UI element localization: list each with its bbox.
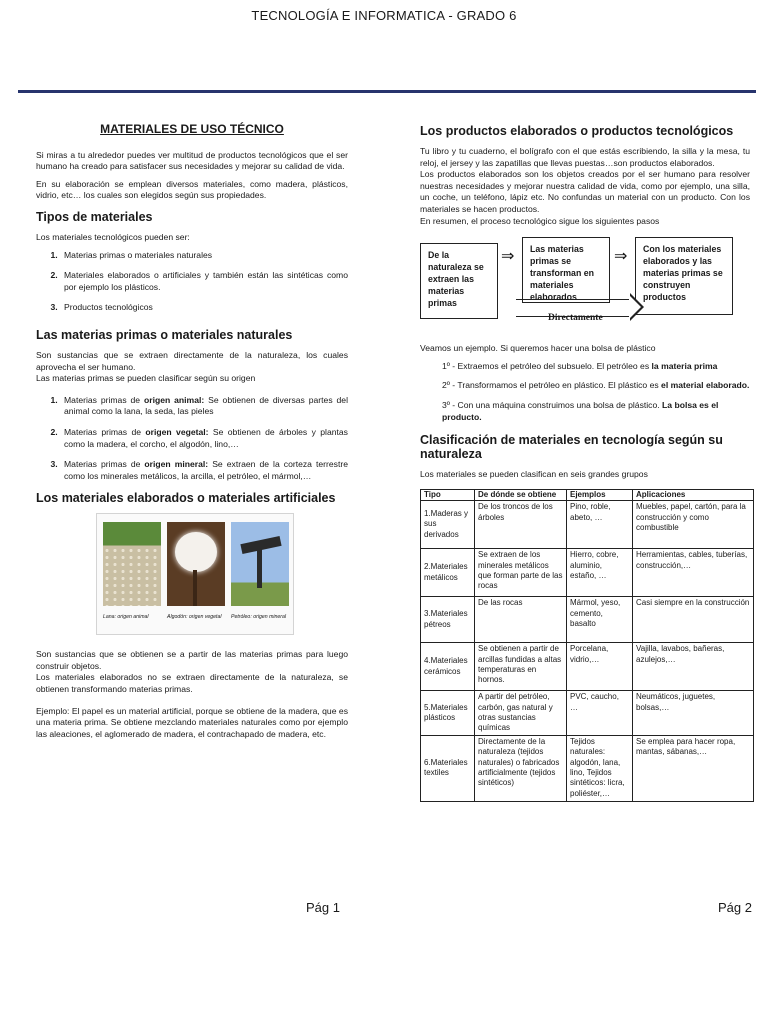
table-cell: 3.Materiales pétreos xyxy=(421,597,475,643)
ejemplo-steps xyxy=(442,361,750,423)
origin-photos xyxy=(96,513,294,635)
column-header: De dónde se obtiene xyxy=(475,489,567,500)
intro-paragraph-1: Si miras a tu alrededor puedes ver multitud de productos tecnológicos que el ser humano ha creado para satisfacer sus necesidades y mejorar su calidad de vida. xyxy=(36,149,348,172)
list-item: 3º - Con una máquina construimos una bolsa de plástico. La bolsa es el producto. xyxy=(442,399,719,422)
intro-paragraph-2: En su elaboración se emplean diversos materiales, como madera, plásticos, vidrio, etc… los cuales son elegidos según sus propiedades. xyxy=(36,178,348,201)
table-row xyxy=(421,735,754,801)
table-cell: Vajilla, lavabos, bañeras, azulejos,… xyxy=(633,643,754,691)
materiales-elaborados-paragraph-1: Son sustancias que se obtienen se a partir de las materias primas para luego construir objetos. xyxy=(36,649,348,671)
list-item: 1. Materias primas de origen animal: Se obtienen de diversas partes del animal como la lana, la seda, las pieles xyxy=(60,395,348,418)
table-cell: Pino, roble, abeto, … xyxy=(567,501,633,549)
productos-paragraph-2: Los productos elaborados son los objetos creados por el ser humano para resolver nuestras necesidades y mejorar nuestra calidad de vida, como por ejemplo, una silla, un coche, un teléfono, lápiz etc. No confundas un material con un producto. Con los materiales se hacen productos. xyxy=(420,169,750,214)
table-header-row xyxy=(421,489,754,500)
page-title: MATERIALES DE USO TÉCNICO xyxy=(100,122,284,136)
process-flow-diagram xyxy=(420,237,750,337)
clasificacion-intro: Los materiales se pueden clasifican en seis grandes grupos xyxy=(420,469,648,480)
materials-table xyxy=(420,489,754,802)
flow-box-transforman: Las materias primas se transforman en materiales elaborados xyxy=(522,237,610,303)
table-cell: Hierro, cobre, aluminio, estaño, … xyxy=(567,549,633,597)
table-cell: Casi siempre en la construcción xyxy=(633,597,754,643)
table-row xyxy=(421,597,754,643)
table-cell: A partir del petróleo, carbón, gas natural y otras sustancias químicas xyxy=(475,691,567,736)
table-cell: Directamente de la naturaleza (tejidos naturales) o fabricados artificialmente (tejidos sintéticos) xyxy=(475,735,567,801)
list-item: 3. Productos tecnológicos xyxy=(60,302,348,314)
materiales-elaborados-heading: Los materiales elaborados o materiales artificiales xyxy=(36,491,336,506)
table-row xyxy=(421,549,754,597)
table-cell: Se extraen de los minerales metálicos que forman parte de las rocas xyxy=(475,549,567,597)
table-cell: 4.Materiales cerámicos xyxy=(421,643,475,691)
caption-algodon: Algodón: origen vegetal xyxy=(167,614,222,621)
table-row xyxy=(421,691,754,736)
table-cell: De los troncos de los árboles xyxy=(475,501,567,549)
page-2-column xyxy=(420,118,750,802)
direct-label: Directamente xyxy=(548,313,603,324)
productos-paragraph-3: En resumen, el proceso tecnológico sigue los siguientes pasos xyxy=(420,215,660,226)
page-number-1: Pág 1 xyxy=(306,900,340,915)
table-cell: Muebles, papel, cartón, para la construcción y como combustible xyxy=(633,501,754,549)
direct-arrow-head-icon xyxy=(630,293,644,321)
table-cell: 5.Materiales plásticos xyxy=(421,691,475,736)
column-header: Ejemplos xyxy=(567,489,633,500)
materiales-elaborados-paragraph-3: Ejemplo: El papel es un material artificial, porque se obtiene de la madera, que es una materia prima. Se obtiene mezclando materiales naturales como por ejemplo las aleaciones, el aglomerado de madera, el contrachapado de madera, etc. xyxy=(36,705,348,739)
table-cell: Neumáticos, juguetes, bolsas,… xyxy=(633,691,754,736)
table-cell: Tejidos naturales: algodón, lana, lino, Tejidos sintéticos: licra, poliéster,… xyxy=(567,735,633,801)
flow-box-naturaleza: De la naturaleza se extraen las materias primas xyxy=(420,243,498,319)
origen-list xyxy=(36,395,348,483)
materias-primas-heading: Las materias primas o materiales naturales xyxy=(36,327,293,342)
list-item: 1. Materias primas o materiales naturales xyxy=(60,250,348,262)
arrow-right-icon: ⇒ xyxy=(614,248,628,266)
document-header: TECNOLOGÍA E INFORMATICA - GRADO 6 xyxy=(251,8,517,23)
list-item: 2. Materias primas de origen vegetal: Se obtienen de árboles y plantas como la madera, el corcho, el algodón, lino,… xyxy=(60,427,348,450)
list-item: 1º - Extraemos el petróleo del subsuelo. El petróleo es la materia prima xyxy=(442,360,718,371)
list-item: 2. Materiales elaborados o artificiales y también están las sintéticas como por ejemplo los plásticos. xyxy=(60,270,348,293)
table-cell: 6.Materiales textiles xyxy=(421,735,475,801)
table-cell: Se emplea para hacer ropa, mantas, sábanas,… xyxy=(633,735,754,801)
tipos-heading: Tipos de materiales xyxy=(36,209,153,224)
table-cell: 1.Maderas y sus derivados xyxy=(421,501,475,549)
arrow-right-icon: ⇒ xyxy=(501,248,515,266)
column-header: Tipo xyxy=(421,489,475,500)
productos-paragraph-1: Tu libro y tu cuaderno, el bolígrafo con el que estás escribiendo, la silla y la mesa, tu reloj, el jersey y las zapatillas que llevas puestas…son productos elaborados. xyxy=(420,146,750,168)
tipos-intro: Los materiales tecnológicos pueden ser: xyxy=(36,231,190,242)
materiales-elaborados-paragraph-2: Los materiales elaborados no se extraen directamente de la naturaleza, se obtienen transformando materias primas. xyxy=(36,672,348,695)
table-row xyxy=(421,643,754,691)
header-rule xyxy=(18,90,756,93)
table-cell: Herramientas, cables, tuberías, construcción,… xyxy=(633,549,754,597)
caption-lana: Lana: origen animal xyxy=(103,614,149,621)
cotton-image xyxy=(167,522,225,606)
table-cell: Porcelana, vidrio,… xyxy=(567,643,633,691)
table-cell: PVC, caucho, … xyxy=(567,691,633,736)
ejemplo-intro: Veamos un ejemplo. Si queremos hacer una bolsa de plástico xyxy=(420,343,656,354)
productos-heading: Los productos elaborados o productos tecnológicos xyxy=(420,124,734,138)
list-item: 2º - Transformamos el petróleo en plástico. El plástico es el material elaborado. xyxy=(442,380,750,391)
list-item: 3. Materias primas de origen mineral: Se extraen de la corteza terrestre como los minerales metálicos, la arcilla, el petróleo, el mármol,… xyxy=(60,459,348,482)
table-cell: Se obtienen a partir de arcillas fundidas a altas temperaturas en hornos. xyxy=(475,643,567,691)
table-row xyxy=(421,501,754,549)
sheep-image xyxy=(103,522,161,606)
table-cell: Mármol, yeso, cemento, basalto xyxy=(567,597,633,643)
caption-petroleo: Petróleo: origen mineral xyxy=(231,614,287,621)
materias-primas-paragraph-1: Son sustancias que se extraen directamente de la naturaleza, los cuales aprovecha el ser humano. xyxy=(36,349,348,372)
column-header: Aplicaciones xyxy=(633,489,754,500)
materias-primas-paragraph-2: Las materias primas se pueden clasificar según su origen xyxy=(36,373,256,384)
flow-box-productos: Con los materiales elaborados y las materias primas se construyen productos xyxy=(635,237,733,315)
page-number-2: Pág 2 xyxy=(718,900,752,915)
tipos-list xyxy=(36,250,348,314)
clasificacion-heading: Clasificación de materiales en tecnología según su naturaleza xyxy=(420,433,723,462)
page-1-column xyxy=(36,118,348,746)
oil-pump-image xyxy=(231,522,289,606)
table-cell: 2.Materiales metálicos xyxy=(421,549,475,597)
table-cell: De las rocas xyxy=(475,597,567,643)
